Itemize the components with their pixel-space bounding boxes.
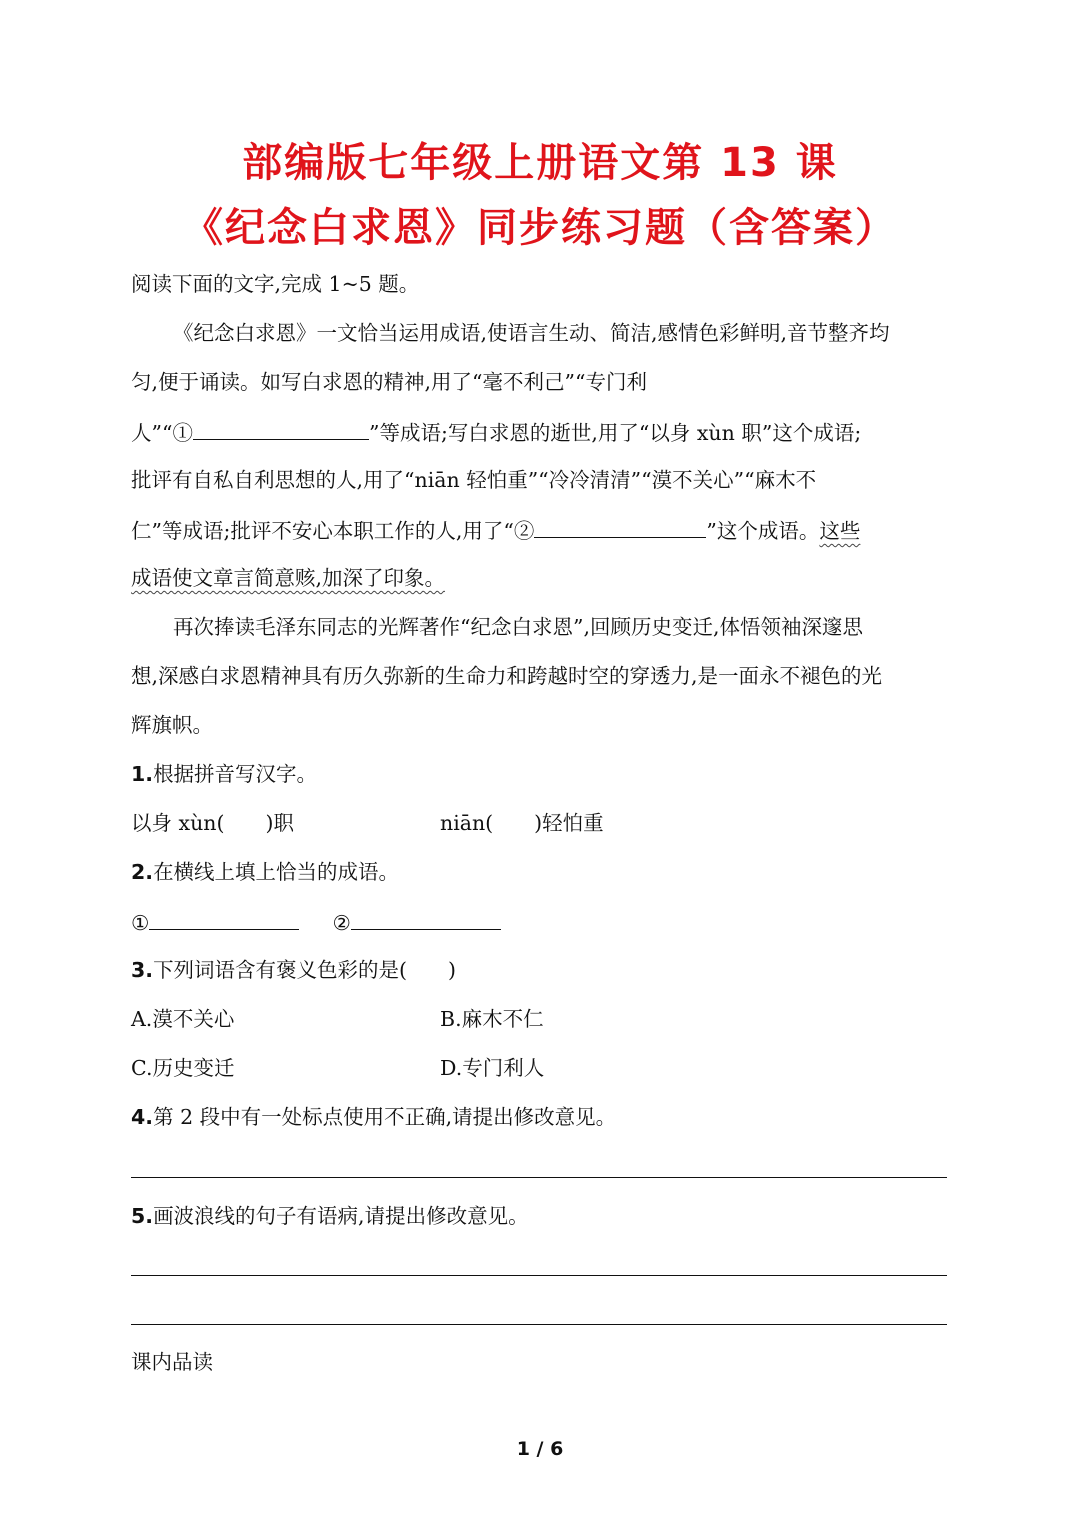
q2-answer-blank-2[interactable] — [351, 911, 501, 930]
question-1-items — [131, 813, 947, 834]
passage-line: 想,深感白求恩精神具有历久弥新的生命力和跨越时空的穿透力,是一面永不褪色的光 — [131, 664, 883, 688]
q1-item-a: 以身 xùn( )职 — [131, 811, 294, 835]
passage-line — [131, 421, 861, 444]
passage-line: 批评有自私自利思想的人,用了“niān 轻怕重”“冷冷清清”“漠不关心”“麻木不 — [131, 468, 817, 492]
passage-line — [131, 568, 445, 589]
passage-line: 匀,便于诵读。如写白求恩的精神,用了“毫不利己”“专门利 — [131, 370, 647, 394]
q1-item-b: niān( )轻怕重 — [440, 811, 604, 835]
q2-answer-blank-1[interactable] — [149, 911, 299, 930]
page-indicator: 1 / 6 — [516, 1438, 564, 1460]
passage-text: 人”“① — [131, 421, 193, 445]
passage-text: ”这个成语。 — [706, 519, 820, 543]
fill-blank-1[interactable] — [193, 421, 369, 440]
passage-line: 辉旗帜。 — [131, 713, 213, 737]
q3-option-d[interactable]: D.专门利人 — [440, 1056, 545, 1080]
fill-blank-2[interactable] — [534, 519, 706, 538]
passage-line — [131, 519, 860, 542]
passage-text: ”等成语;写白求恩的逝世,用了“以身 xùn 职”这个成语; — [368, 421, 862, 445]
question-2-blanks — [131, 911, 501, 934]
q2-label-2: ② — [332, 911, 351, 935]
section-heading-next: 课内品读 — [131, 1350, 213, 1374]
question-3: 3.下列词语含有褒义色彩的是( ) — [131, 958, 457, 982]
passage-line: 再次捧读毛泽东同志的光辉著作“纪念白求恩”,回顾历史变迁,体悟领袖深邃思 — [173, 615, 863, 639]
passage-text: 仁”等成语;批评不安心本职工作的人,用了“② — [131, 519, 535, 543]
q3-options-row1 — [131, 1009, 947, 1030]
question-4: 4.第 2 段中有一处标点使用不正确,请提出修改意见。 — [131, 1105, 617, 1129]
q3-option-b[interactable]: B.麻木不仁 — [440, 1007, 544, 1031]
q3-option-c[interactable]: C.历史变迁 — [131, 1056, 235, 1080]
q2-label-1: ① — [131, 911, 150, 935]
question-1: 1.根据拼音写汉字。 — [131, 762, 318, 786]
doc-title-line1: 部编版七年级上册语文第 13 课 — [242, 140, 838, 186]
wavy-underlined-sentence: 成语使文章言简意赅,加深了印象。 — [131, 566, 446, 590]
q4-answer-line[interactable] — [131, 1177, 947, 1178]
q5-answer-line-2[interactable] — [131, 1324, 947, 1325]
intro-instruction: 阅读下面的文字,完成 1~5 题。 — [131, 272, 420, 296]
question-5: 5.画波浪线的句子有语病,请提出修改意见。 — [131, 1204, 529, 1228]
q3-option-a[interactable]: A.漠不关心 — [131, 1007, 235, 1031]
wavy-underlined-sentence: 这些 — [819, 519, 861, 543]
question-2: 2.在横线上填上恰当的成语。 — [131, 860, 400, 884]
q3-options-row2 — [131, 1058, 947, 1079]
passage-line: 《纪念白求恩》一文恰当运用成语,使语言生动、简洁,感情色彩鲜明,音节整齐均 — [173, 321, 890, 345]
q5-answer-line-1[interactable] — [131, 1275, 947, 1276]
doc-title-line2: 《纪念白求恩》同步练习题（含答案） — [183, 205, 897, 251]
